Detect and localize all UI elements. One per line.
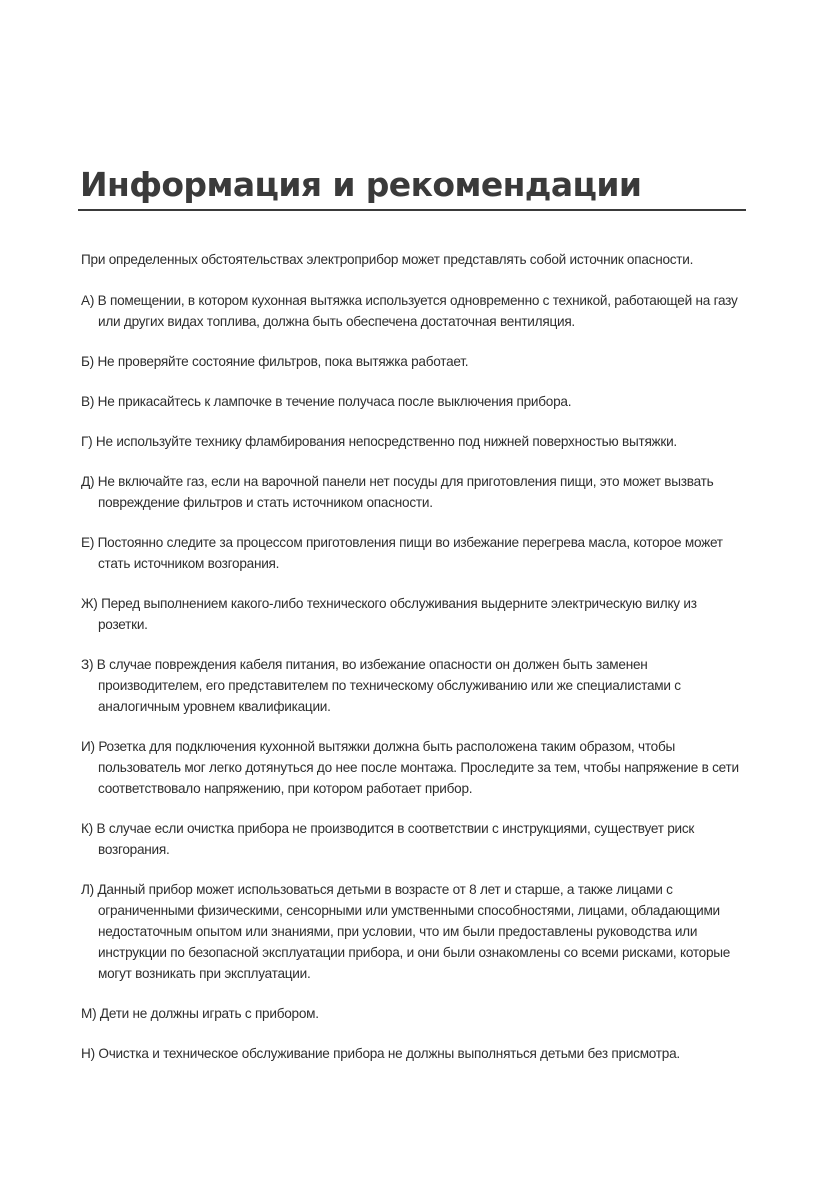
title-divider <box>78 209 746 211</box>
recommendation-item: М) Дети не должны играть с прибором. <box>81 1006 319 1021</box>
recommendation-item: Е) Постоянно следите за процессом приготовления пищи во избежание перегрева масла, которое может стать источником возгорания. <box>81 535 723 571</box>
recommendation-item: И) Розетка для подключения кухонной вытяжки должна быть расположена таким образом, чтобы пользователь мог легко дотянуться до нее после монтажа. Проследите за тем, чтобы напряжение в сети соответствовало напряжению, при котором работает прибор. <box>81 739 739 796</box>
recommendation-item: Б) Не проверяйте состояние фильтров, пока вытяжка работает. <box>81 354 469 369</box>
safety-recommendations <box>81 249 745 1083</box>
recommendation-item: З) В случае повреждения кабеля питания, во избежание опасности он должен быть заменен производителем, его представителем по техническому обслуживанию или же специалистами с аналогичным уровнем квалификации. <box>81 657 681 714</box>
recommendation-item: В) Не прикасайтесь к лампочке в течение получаса после выключения прибора. <box>81 394 572 409</box>
recommendation-item: Л) Данный прибор может использоваться детьми в возрасте от 8 лет и старше, а также лицами с ограниченными физическими, сенсорными или умственными способностями, лицами, обладающими недостаточным опытом или знаниями, при условии, что им были предоставлены руководства или инструкции по безопасной эксплуатации прибора, и они были ознакомлены со всеми рисками, которые могут возникать при эксплуатации. <box>81 882 731 981</box>
recommendation-item: Ж) Перед выполнением какого-либо технического обслуживания выдерните электрическую вилку из розетки. <box>81 596 697 632</box>
recommendation-item: Г) Не используйте технику фламбирования непосредственно под нижней поверхностью вытяжки. <box>81 434 677 449</box>
intro-paragraph: При определенных обстоятельствах электроприбор может представлять собой источник опасности. <box>81 252 694 267</box>
page-title: Информация и рекомендации <box>80 165 642 204</box>
recommendation-item: Д) Не включайте газ, если на варочной панели нет посуды для приготовления пищи, это может вызвать повреждение фильтров и стать источником опасности. <box>81 474 714 510</box>
recommendation-item: К) В случае если очистка прибора не производится в соответствии с инструкциями, существует риск возгорания. <box>81 821 695 857</box>
recommendation-item: Н) Очистка и техническое обслуживание прибора не должны выполняться детьми без присмотра. <box>81 1046 680 1061</box>
recommendation-item: А) В помещении, в котором кухонная вытяжка используется одновременно с техникой, работающей на газу или других видах топлива, должна быть обеспечена достаточная вентиляция. <box>81 293 738 329</box>
